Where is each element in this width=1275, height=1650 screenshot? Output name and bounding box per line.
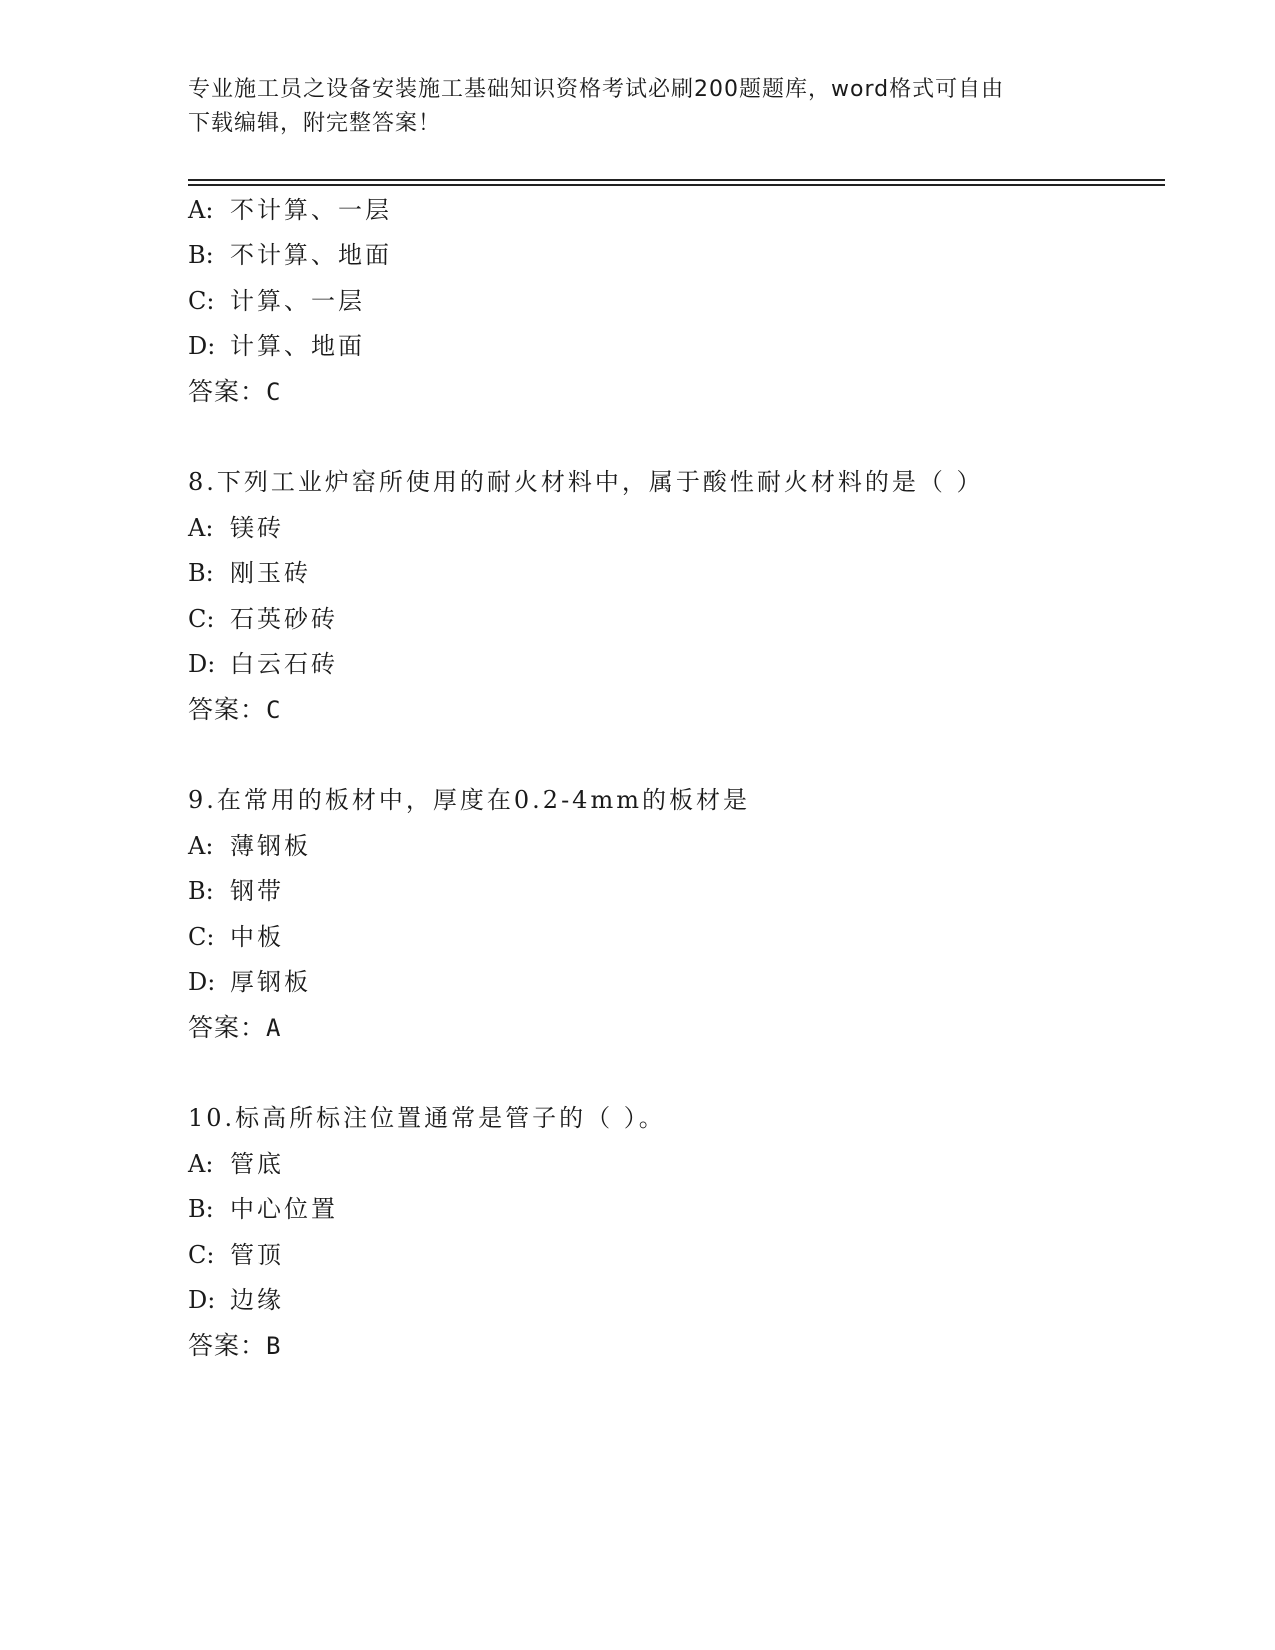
header-divider-top — [188, 179, 1165, 181]
q8-option-c: C: 石英砂砖 — [188, 605, 338, 633]
q9-option-c: C: 中板 — [188, 923, 284, 951]
q9-option-d: D: 厚钢板 — [188, 968, 311, 996]
q10-option-a: A: 管底 — [188, 1150, 284, 1178]
q7-answer: 答案：C — [188, 377, 282, 406]
q7-option-c: C: 计算、一层 — [188, 287, 365, 315]
q10-option-b: B: 中心位置 — [188, 1195, 338, 1223]
q10-stem: 10.标高所标注位置通常是管子的（ ）。 — [188, 1104, 666, 1132]
q9-option-a: A: 薄钢板 — [188, 832, 311, 860]
q7-option-d: D: 计算、地面 — [188, 332, 365, 360]
document-title-line-1: 专业施工员之设备安装施工基础知识资格考试必刷200题题库，word格式可自由 — [188, 77, 1005, 102]
q7-option-b: B: 不计算、地面 — [188, 241, 392, 269]
q9-answer: 答案：A — [188, 1013, 282, 1042]
q10-answer: 答案：B — [188, 1331, 282, 1360]
header-divider-bottom — [188, 184, 1165, 186]
q10-option-d: D: 边缘 — [188, 1286, 284, 1314]
q8-option-d: D: 白云石砖 — [188, 650, 338, 678]
document-title-line-2: 下载编辑，附完整答案！ — [188, 111, 442, 136]
q8-option-b: B: 刚玉砖 — [188, 559, 311, 587]
q9-option-b: B: 钢带 — [188, 877, 284, 905]
q8-stem: 8.下列工业炉窑所使用的耐火材料中，属于酸性耐火材料的是（ ） — [188, 468, 984, 496]
q9-stem: 9.在常用的板材中，厚度在0.2-4mm的板材是 — [188, 786, 750, 814]
q7-option-a: A: 不计算、一层 — [188, 196, 392, 224]
document-title — [188, 73, 1088, 141]
q10-option-c: C: 管顶 — [188, 1241, 284, 1269]
q8-answer: 答案：C — [188, 695, 282, 724]
q8-option-a: A: 镁砖 — [188, 514, 284, 542]
